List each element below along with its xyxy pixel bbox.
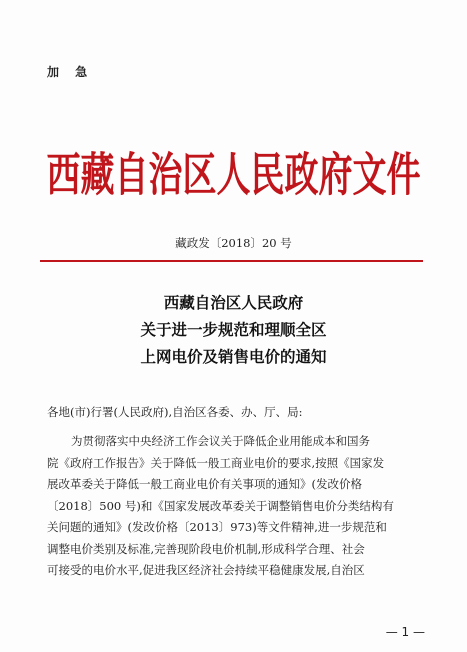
urgency-label: 加 急: [47, 65, 94, 79]
issuer-header-title: 西藏自治区人民政府文件: [46, 148, 421, 203]
body-line: 展改革委关于降低一般工商业电价有关事项的通知》(发改价格: [47, 477, 362, 491]
body-line: 为贯彻落实中央经济工作会议关于降低企业用能成本和国务: [71, 434, 370, 448]
page-number: — 1 —: [385, 625, 425, 639]
notice-title-line: 关于进一步规范和理顺全区: [140, 321, 327, 339]
body-line: 关问题的通知》(发改价格〔2013〕973)等文件精神,进一步规范和: [47, 520, 387, 534]
red-divider-line: [40, 260, 423, 262]
notice-title-line: 西藏自治区人民政府: [163, 294, 304, 312]
body-line: 可接受的电价水平,促进我区经济社会持续平稳健康发展,自治区: [47, 563, 365, 577]
notice-title-line: 上网电价及销售电价的通知: [140, 348, 327, 366]
document-number: 藏政发〔2018〕20 号: [175, 236, 292, 250]
body-line: 〔2018〕500 号)和《国家发展改革委关于调整销售电价分类结构有: [47, 498, 394, 513]
body-line: 调整电价类别及标准,完善现阶段电价机制,形成科学合理、社会: [47, 541, 365, 556]
notice-title: [0, 290, 467, 371]
body-paragraph: [47, 431, 421, 582]
addressee-line: 各地(市)行署(人民政府),自治区各委、办、厅、局:: [47, 405, 303, 419]
body-line: 院《政府工作报告》关于降低一般工商业电价的要求,按照《国家发: [47, 455, 385, 470]
